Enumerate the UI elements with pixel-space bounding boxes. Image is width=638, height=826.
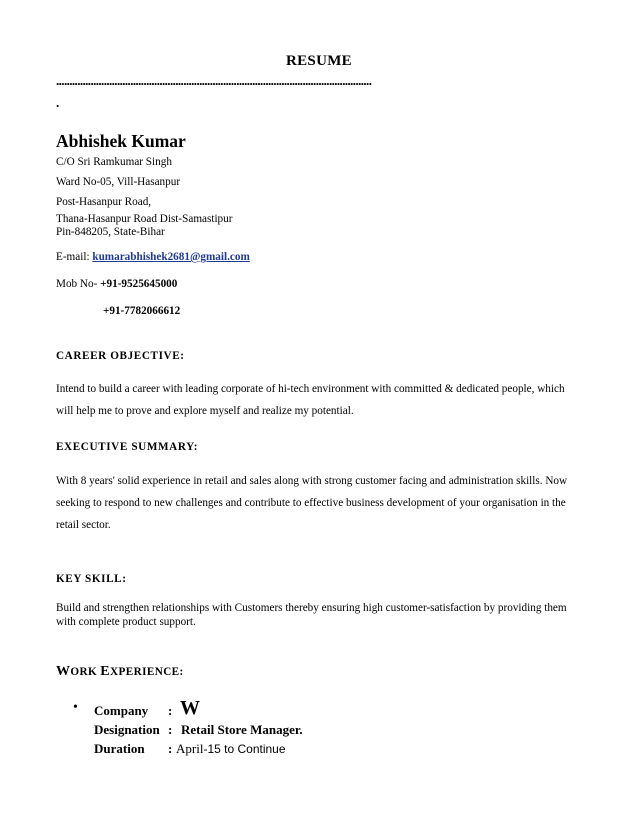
company-value: W: [180, 697, 200, 719]
duration-label: Duration: [94, 741, 145, 756]
bullet-icon: •: [73, 700, 78, 715]
address-line: Thana-Hasanpur Road Dist-Samastipur: [56, 213, 233, 225]
mobile-number-secondary: +91-7782066612: [103, 305, 181, 317]
paragraph-line: seeking to respond to new challenges and contribute to effective business development of your organisation in the: [56, 497, 566, 509]
duration-value: April-15 to Continue: [176, 741, 286, 756]
paragraph-line: With 8 years' solid experience in retail and sales along with strong customer facing and administration skills. Now: [56, 475, 568, 487]
designation-value: Retail Store Manager.: [181, 722, 303, 737]
paragraph-line: retail sector.: [56, 519, 111, 531]
email-link[interactable]: kumarabhishek2681@gmail.com: [92, 251, 250, 263]
paragraph-line: Intend to build a career with leading corporate of hi-tech environment with committed & dedicated people, which: [56, 383, 565, 395]
company-label: Company: [94, 703, 149, 718]
address-line: C/O Sri Ramkumar Singh: [56, 156, 172, 168]
key-skill-text: [56, 601, 578, 629]
address-line: Ward No-05, Vill-Hasanpur: [56, 176, 181, 188]
dotted-separator-end: .: [56, 95, 60, 110]
email-row: [56, 251, 250, 263]
paragraph-line: Build and strengthen relationships with Customers thereby ensuring high customer-satisfaction by providing them: [56, 602, 567, 614]
resume-title: RESUME: [286, 53, 352, 69]
career-objective-text: [56, 378, 578, 422]
duration-colon: :: [168, 741, 173, 756]
dotted-separator: .......................................................................................................................: [56, 74, 372, 88]
address-line: Post-Hasanpur Road,: [56, 196, 152, 208]
executive-summary-text: [56, 470, 578, 536]
email-label: E-mail:: [56, 251, 93, 263]
paragraph-line: with complete product support.: [56, 616, 196, 628]
mobile-label: Mob No-: [56, 278, 101, 290]
work-experience-heading: WORK EXPERIENCE:: [56, 664, 184, 679]
career-objective-heading: CAREER OBJECTIVE:: [56, 350, 185, 362]
company-colon: :: [168, 703, 173, 718]
address-line: Pin-848205, State-Bihar: [56, 226, 165, 238]
executive-summary-heading: EXECUTIVE SUMMARY:: [56, 441, 199, 453]
paragraph-line: will help me to prove and explore myself and realize my potential.: [56, 405, 354, 417]
mobile-number-primary: +91-9525645000: [100, 278, 178, 290]
designation-colon: :: [168, 722, 173, 737]
key-skill-heading: KEY SKILL:: [56, 573, 127, 585]
candidate-name: Abhishek Kumar: [56, 131, 186, 151]
designation-label: Designation: [94, 722, 160, 737]
mobile-row: [56, 278, 177, 290]
